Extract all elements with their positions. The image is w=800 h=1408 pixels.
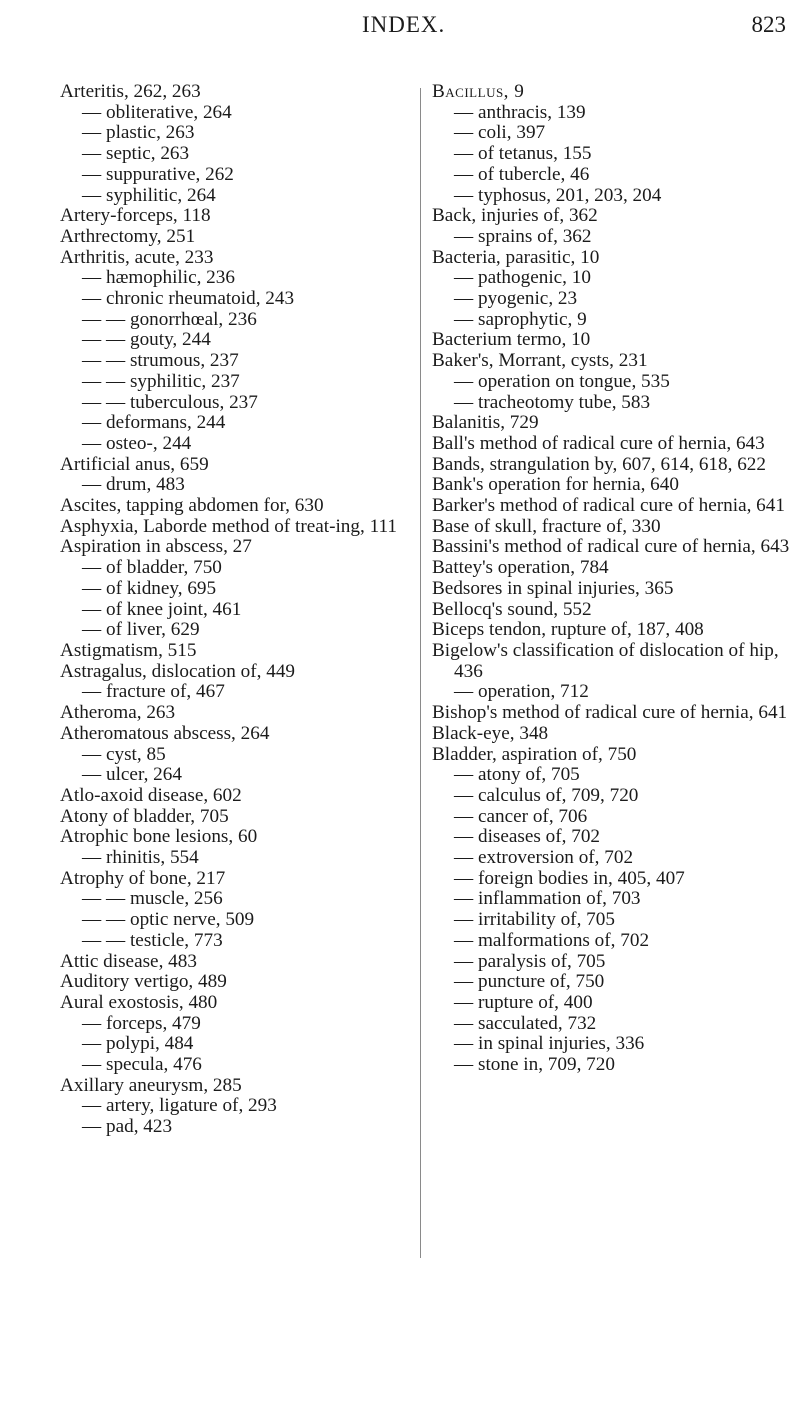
index-subentry: — calculus of, 709, 720 <box>454 784 639 806</box>
index-entry: Atrophy of bone, 217 <box>60 867 226 889</box>
index-subentry: — tracheotomy tube, 583 <box>454 391 651 413</box>
index-subentry: — anthracis, 139 <box>454 101 586 123</box>
index-entry: Astragalus, dislocation of, 449 <box>60 660 296 682</box>
index-entry: Bacteria, parasitic, 10 <box>432 246 600 268</box>
index-entry: Ball's method of radical cure of hernia, 643 <box>432 432 765 454</box>
index-subentry: — of knee joint, 461 <box>82 598 242 620</box>
index-subentry: — septic, 263 <box>82 143 190 165</box>
index-entry: Bands, strangulation by, 607, 614, 618, 622 <box>432 453 766 475</box>
index-subentry: — hæmophilic, 236 <box>82 267 235 289</box>
index-subentry: — polypi, 484 <box>82 1033 194 1055</box>
index-subentry: — — optic nerve, 509 <box>82 909 255 931</box>
index-subentry: — — syphilitic, 237 <box>82 370 240 392</box>
index-entry: Atheromatous abscess, 264 <box>60 722 270 744</box>
index-subentry: — diseases of, 702 <box>454 826 601 848</box>
running-title: INDEX. <box>362 12 446 37</box>
index-entry: Bank's operation for hernia, 640 <box>432 474 679 496</box>
index-entry: Astigmatism, 515 <box>60 639 197 661</box>
index-subentry: — — muscle, 256 <box>82 888 223 910</box>
index-entry: Bellocq's sound, 552 <box>432 598 592 620</box>
page-number: 823 <box>751 12 786 37</box>
index-subentry: — deformans, 244 <box>82 412 226 434</box>
index-entry: Balanitis, 729 <box>432 412 539 434</box>
index-entry: Bladder, aspiration of, 750 <box>432 743 637 765</box>
index-subentry: — in spinal injuries, 336 <box>454 1033 645 1055</box>
index-subentry: — obliterative, 264 <box>82 101 232 123</box>
index-entry: Bacterium termo, 10 <box>432 329 591 351</box>
index-subentry: — — tuberculous, 237 <box>82 391 258 413</box>
index-subentry: — osteo-, 244 <box>82 432 192 454</box>
index-entry: Bacillus, 9 <box>432 81 525 102</box>
index-subentry: — cyst, 85 <box>82 743 166 765</box>
index-entry: Auditory vertigo, 489 <box>60 971 227 993</box>
index-subentry: — malformations of, 702 <box>454 929 650 951</box>
index-subentry: — specula, 476 <box>82 1054 202 1076</box>
index-subentry: — of kidney, 695 <box>82 577 217 599</box>
index-entry: Black-eye, 348 <box>432 722 549 744</box>
index-subentry: — chronic rheumatoid, 243 <box>82 288 295 310</box>
index-entry: Baker's, Morrant, cysts, 231 <box>432 350 648 372</box>
index-subentry: — — gouty, 244 <box>82 329 211 351</box>
page-header <box>0 6 800 46</box>
index-subentry: — rhinitis, 554 <box>82 847 199 869</box>
index-subentry: — sprains of, 362 <box>454 225 592 247</box>
index-subentry: — cancer of, 706 <box>454 805 588 827</box>
index-subentry: — drum, 483 <box>82 474 185 496</box>
index-subentry: — coli, 397 <box>454 122 546 144</box>
index-subentry: — syphilitic, 264 <box>82 184 216 206</box>
index-entry: Aural exostosis, 480 <box>60 991 218 1013</box>
index-entry: Barker's method of radical cure of hernia, 641 <box>432 495 785 517</box>
index-entry: Bedsores in spinal injuries, 365 <box>432 577 674 599</box>
index-subentry: — fracture of, 467 <box>82 681 225 703</box>
index-subentry: — paralysis of, 705 <box>454 950 606 972</box>
index-subentry: — pad, 423 <box>82 1116 173 1138</box>
index-subentry: — — strumous, 237 <box>82 350 239 372</box>
index-subentry: — operation on tongue, 535 <box>454 370 670 392</box>
index-entry: Bishop's method of radical cure of hernia, 641 <box>432 702 788 724</box>
index-subentry: — puncture of, 750 <box>454 971 605 993</box>
index-subentry: — of liver, 629 <box>82 619 200 641</box>
index-subentry: — artery, ligature of, 293 <box>82 1095 277 1117</box>
index-subentry: — plastic, 263 <box>82 122 195 144</box>
index-subentry: — operation, 712 <box>454 681 589 703</box>
index-subentry: — stone in, 709, 720 <box>454 1054 615 1076</box>
index-subentry: — of tubercle, 46 <box>454 163 590 185</box>
index-column-right <box>432 82 792 1076</box>
index-entry: Arthrectomy, 251 <box>60 225 196 247</box>
index-entry: Bigelow's classification of dislocation of hip, 436 <box>432 639 779 682</box>
index-subentry: — suppurative, 262 <box>82 163 234 185</box>
index-entry: Battey's operation, 784 <box>432 557 609 579</box>
index-subentry: — — gonorrhœal, 236 <box>82 308 257 330</box>
index-entry: Attic disease, 483 <box>60 950 197 972</box>
index-entry: Artery-forceps, 118 <box>60 205 211 227</box>
index-subentry: — sacculated, 732 <box>454 1012 597 1034</box>
index-entry: Atheroma, 263 <box>60 702 176 724</box>
index-entry: Bassini's method of radical cure of hernia, 643 <box>432 536 790 558</box>
index-subentry: — ulcer, 264 <box>82 764 182 786</box>
index-entry: Artificial anus, 659 <box>60 453 209 475</box>
index-entry: Ascites, tapping abdomen for, 630 <box>60 495 324 517</box>
index-entry: Atony of bladder, 705 <box>60 805 229 827</box>
index-entry: Biceps tendon, rupture of, 187, 408 <box>432 619 704 641</box>
index-subentry: — of tetanus, 155 <box>454 143 592 165</box>
index-subentry: — forceps, 479 <box>82 1012 201 1034</box>
index-subentry: — pathogenic, 10 <box>454 267 591 289</box>
index-subentry: — saprophytic, 9 <box>454 308 587 330</box>
index-entry: Atlo-axoid disease, 602 <box>60 784 242 806</box>
column-divider <box>420 88 421 1258</box>
index-entry: Arteritis, 262, 263 <box>60 81 201 102</box>
index-subentry: — rupture of, 400 <box>454 991 593 1013</box>
index-subentry: — atony of, 705 <box>454 764 580 786</box>
index-entry: Base of skull, fracture of, 330 <box>432 515 661 537</box>
index-subentry: — — testicle, 773 <box>82 929 223 951</box>
index-column-left <box>60 82 420 1138</box>
index-subentry: — of bladder, 750 <box>82 557 222 579</box>
index-subentry: — foreign bodies in, 405, 407 <box>454 867 685 889</box>
index-entry: Back, injuries of, 362 <box>432 205 598 227</box>
index-entry: Axillary aneurysm, 285 <box>60 1074 242 1096</box>
index-entry: Asphyxia, Laborde method of treat-ing, 111 <box>60 515 397 537</box>
index-subentry: — inflammation of, 703 <box>454 888 641 910</box>
index-entry: Aspiration in abscess, 27 <box>60 536 252 558</box>
index-subentry: — typhosus, 201, 203, 204 <box>454 184 662 206</box>
index-subentry: — pyogenic, 23 <box>454 288 578 310</box>
index-subentry: — irritability of, 705 <box>454 909 615 931</box>
index-entry: Arthritis, acute, 233 <box>60 246 214 268</box>
index-subentry: — extroversion of, 702 <box>454 847 634 869</box>
index-entry: Atrophic bone lesions, 60 <box>60 826 258 848</box>
